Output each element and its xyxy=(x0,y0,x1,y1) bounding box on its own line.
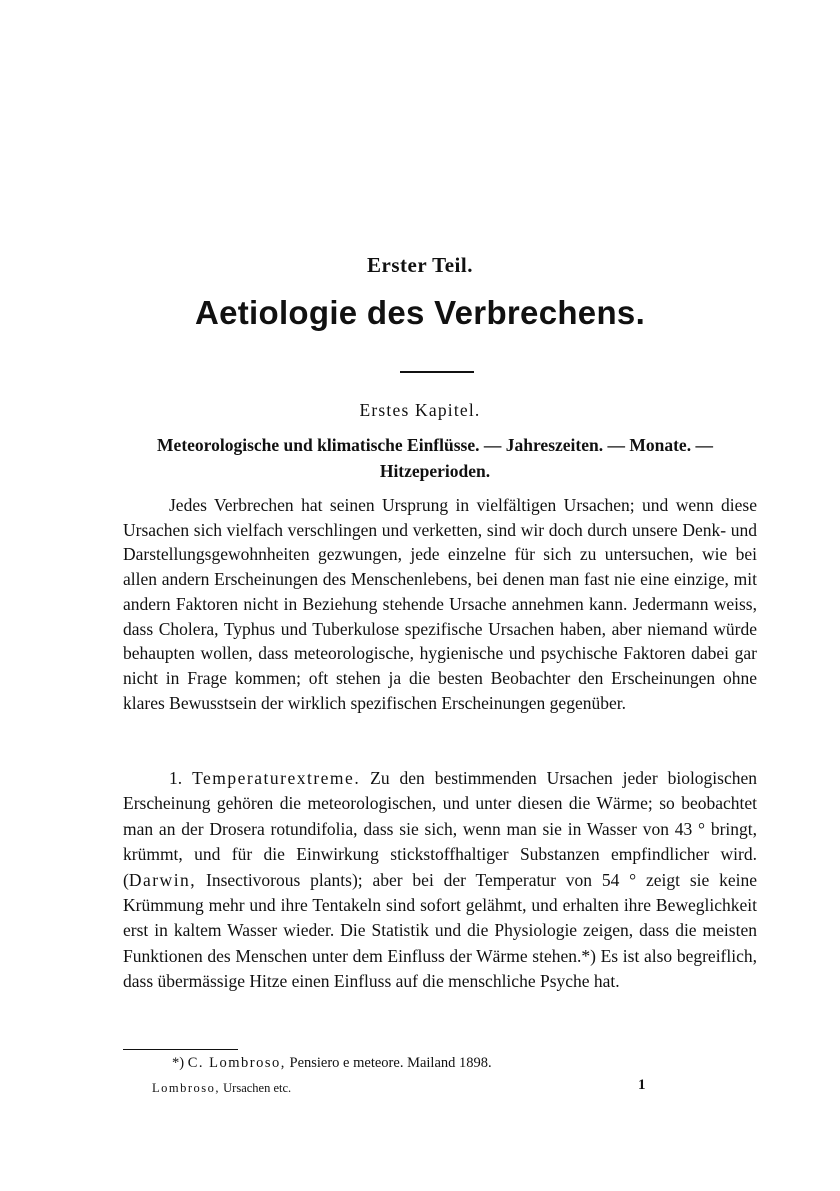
footer-author: Lombroso, xyxy=(152,1081,221,1095)
paragraph-2-text-a: Zu den bestimmenden Ursachen jeder biologischen Erscheinung gehören die meteorologischen, und unter diesen die Wärme; so beobachtet man an der Drosera rotundifolia, dass sie sich, wenn man sie in Wasser von 43 ° bringt, krümmt, und für die Einwirkung stickstoffhaltiger Substanzen empfindlicher wird. ( xyxy=(123,768,758,890)
footer-title: Ursachen etc. xyxy=(223,1081,292,1095)
footnote-divider xyxy=(123,1049,238,1050)
part-title: Aetiologie des Verbrechens. xyxy=(194,294,646,331)
paragraph-1-text: Jedes Verbrechen hat seinen Ursprung in vielfältigen Ursachen; und wenn diese Ursachen sich vielfach verschlingen und verketten, sind wir doch durch unsere Denk- und Darstellungsgewohnheiten gezwungen, jede einzelne für sich zu untersuchen, wie bei allen andern Erscheinungen des Menschenlebens, bei denen man fast nie eine einzige, mit andern Faktoren nicht in Beziehung stehende Ursache annehmen kann. Jedermann weiss, dass Cholera, Typhus und Tuberkulose spezifische Ursachen haben, aber niemand würde behaupten wollen, dass meteorologische, hygienische und psychische Faktoren dabei gar nicht in Frage kommen; oft stehen ja die besten Beobachter den Erscheinungen ohne klares Bewusstsein der wirklich spezifischen Erscheinungen gegenüber. xyxy=(123,495,757,713)
cited-author: Darwin, xyxy=(128,869,197,890)
footnote-text: Pensiero e meteore. Mailand 1898. xyxy=(289,1055,492,1071)
chapter-title: Meteorologische und klimatische Einflüsse. — Jahreszeiten. — Monate. — Hitzeperioden. xyxy=(157,435,713,481)
body-paragraph-2 xyxy=(123,766,757,995)
chapter-label: Erstes Kapitel. xyxy=(359,400,481,420)
body-paragraph-1 xyxy=(123,493,757,715)
footnote-author: C. Lombroso, xyxy=(187,1055,286,1071)
footnote-marker: *) xyxy=(172,1055,185,1071)
footnote xyxy=(172,1055,492,1072)
section-subheading: Temperaturextreme. xyxy=(192,768,361,788)
title-divider xyxy=(400,371,474,373)
part-label: Erster Teil. xyxy=(367,253,473,277)
section-number: 1. xyxy=(169,768,183,788)
page-number: 1 xyxy=(638,1077,646,1093)
footer-signature xyxy=(152,1081,291,1096)
paragraph-2-text-b: Insectivorous plants); aber bei der Temperatur von 54 ° zeigt sie keine Krümmung mehr und ihre Tentakeln sind sofort gelähmt, und erhalten ihre Beweglichkeit erst in kaltem Wasser wieder. Die Statistik und die Physiologie zeigen, dass die meisten Funktionen des Menschen unter dem Einfluss der Wärme stehen.*) Es ist also begreiflich, dass übermässige Hitze einen Einfluss auf die menschliche Psyche hat. xyxy=(123,869,758,992)
